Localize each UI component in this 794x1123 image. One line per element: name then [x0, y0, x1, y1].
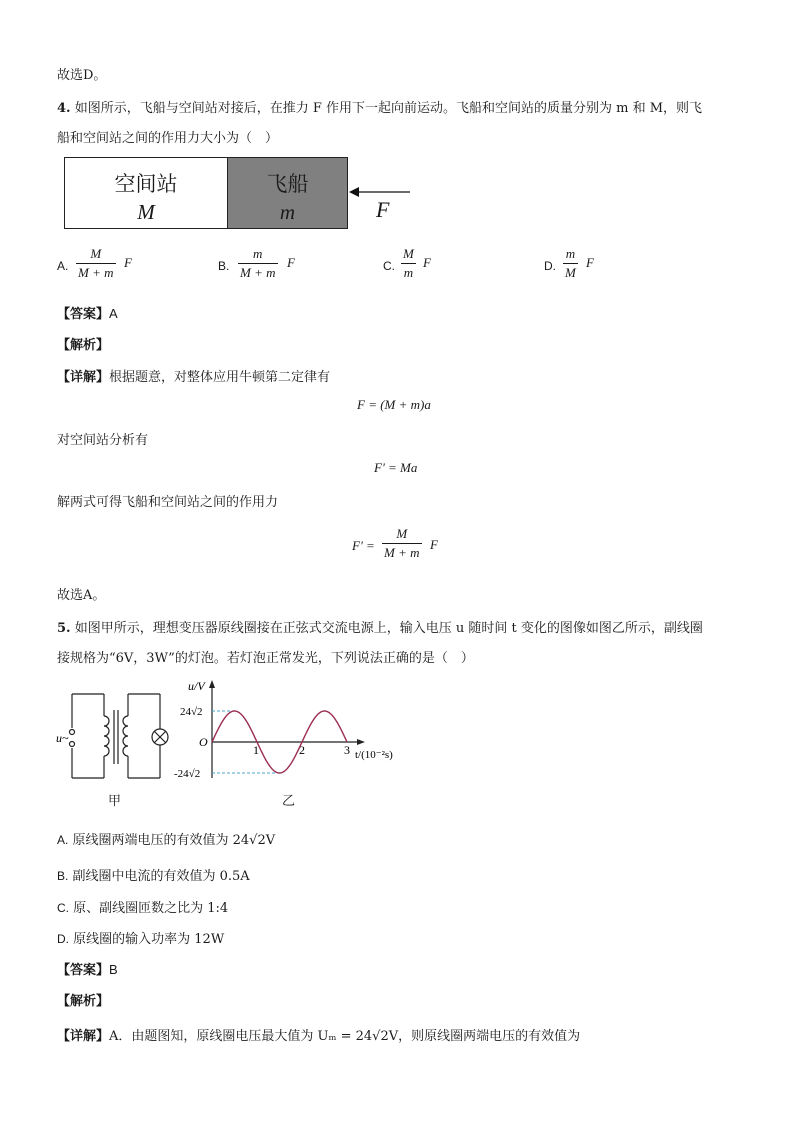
option-b-label: B. — [218, 259, 230, 273]
spaceship-mass: m — [279, 200, 296, 224]
figure-a-caption: 甲 — [108, 794, 122, 809]
q4-answer — [57, 303, 118, 322]
q5-stem-line1 — [57, 617, 703, 636]
eq3-denominator: M + m — [384, 545, 420, 560]
option-d-numerator: m — [565, 246, 576, 261]
q5-option-d-text: 原线圈的输入功率为 12W — [73, 932, 225, 947]
option-a-label: A. — [57, 259, 69, 273]
x-axis-label: t/(10⁻²s) — [355, 749, 393, 761]
q4-text-station: 对空间站分析有 — [57, 433, 149, 448]
origin-label: O — [199, 735, 208, 749]
q4-detail-tag: 【详解】 — [57, 370, 110, 385]
eq3-suffix: F — [430, 537, 438, 552]
option-d-label: D. — [544, 259, 556, 273]
q5-option-c[interactable] — [57, 897, 228, 916]
spaceship-box — [227, 157, 348, 229]
q4-equation-2: F' = Ma — [374, 460, 418, 475]
q4-stem-text: 如图所示，飞船与空间站对接后，在推力 F 作用下一起向前运动。飞船和空间站的质量分别为 m 和 M，则飞 — [74, 101, 703, 116]
option-c-denominator: m — [403, 265, 414, 280]
space-station-mass: M — [137, 200, 155, 224]
q4-equation-1: F = (M + m)a — [357, 397, 431, 412]
x-tick-label-3: 3 — [344, 743, 350, 757]
option-d-denominator: M — [565, 265, 576, 280]
option-b-denominator: M + m — [240, 265, 276, 280]
q5-answer-tag: 【答案】 — [57, 963, 110, 978]
option-c-fraction — [401, 246, 416, 281]
q5-option-d[interactable] — [57, 928, 224, 947]
q4-stem-line1 — [57, 97, 702, 116]
q5-option-a[interactable] — [57, 829, 275, 848]
q5-detail-text: A．由题图知，原线圈电压最大值为 Uₘ = 24√2V，则原线圈两端电压的有效值为 — [109, 1029, 581, 1044]
x-axis-arrow — [357, 739, 365, 745]
q4-figure — [64, 157, 414, 229]
x-tick-label-2: 2 — [299, 743, 305, 757]
q5-detail-tag: 【详解】 — [57, 1029, 110, 1044]
q4-detail-text: 根据题意，对整体应用牛顿第二定律有 — [109, 370, 331, 385]
option-b-numerator: m — [253, 246, 263, 261]
q5-option-b[interactable] — [57, 865, 250, 884]
option-c-suffix: F — [423, 255, 431, 270]
q5-option-a-text: 原线圈两端电压的有效值为 24√2V — [72, 833, 276, 848]
option-b-suffix: F — [287, 255, 295, 270]
eq3-lhs: F' = — [352, 538, 375, 553]
q5-option-b-text: 副线圈中电流的有效值为 0.5A — [72, 869, 250, 884]
q4-answer-value: A — [109, 306, 118, 321]
q5-number: 5. — [57, 621, 71, 636]
eq3-fraction — [382, 526, 422, 561]
option-b-fraction — [238, 246, 278, 281]
option-c-numerator: M — [403, 246, 414, 261]
y-tick-label-min: -24√2 — [174, 768, 201, 780]
q5-option-c-text: 原、副线圈匝数之比为 1:4 — [73, 901, 229, 916]
q5-option-a-label: A. — [57, 833, 69, 847]
space-station-label: 空间站 — [114, 172, 178, 196]
q5-option-c-label: C. — [57, 901, 69, 915]
q5-stem-line2: 接规格为“6V，3W”的灯泡。若灯泡正常发光，下列说法正确的是（ ） — [57, 651, 474, 666]
voltage-time-chart — [168, 676, 408, 788]
spaceship-label: 飞船 — [266, 172, 309, 196]
q5-answer-value: B — [109, 962, 118, 977]
q5-analysis-tag: 【解析】 — [57, 994, 110, 1009]
q4-number: 4. — [57, 101, 71, 116]
option-a-numerator: M — [90, 246, 102, 261]
q4-stem-line2: 船和空间站之间的作用力大小为（ ） — [57, 131, 279, 146]
option-a-suffix: F — [124, 255, 132, 270]
option-d-fraction — [563, 246, 578, 281]
figure-b-caption: 乙 — [282, 794, 296, 809]
option-a-denominator: M + m — [78, 265, 114, 280]
input-voltage-label: u~ — [56, 731, 69, 745]
x-tick-label-1: 1 — [253, 743, 259, 757]
eq3-numerator: M — [396, 526, 408, 541]
q5-answer — [57, 959, 118, 978]
q4-text-solve: 解两式可得飞船和空间站之间的作用力 — [57, 495, 279, 510]
q4-detail — [57, 366, 330, 385]
option-d-suffix: F — [586, 255, 594, 270]
force-label: F — [376, 197, 390, 222]
q4-answer-tag: 【答案】 — [57, 307, 110, 322]
option-a-fraction — [76, 246, 116, 281]
y-tick-label-max: 24√2 — [180, 706, 203, 718]
option-c-label: C. — [383, 259, 395, 273]
previous-answer-line: 故选D。 — [57, 68, 107, 83]
space-station-box — [64, 157, 228, 229]
y-axis-label: u/V — [188, 679, 205, 693]
q5-stem-text: 如图甲所示，理想变压器原线圈接在正弦式交流电源上，输入电压 u 随时间 t 变化的图像如图乙所示，副线圈 — [74, 621, 703, 636]
q4-conclusion: 故选A。 — [57, 588, 106, 603]
q5-option-b-label: B. — [57, 869, 69, 883]
q5-detail — [57, 1025, 580, 1044]
q4-analysis-tag: 【解析】 — [57, 338, 110, 353]
y-axis-arrow — [209, 680, 215, 688]
q5-option-d-label: D. — [57, 932, 69, 946]
